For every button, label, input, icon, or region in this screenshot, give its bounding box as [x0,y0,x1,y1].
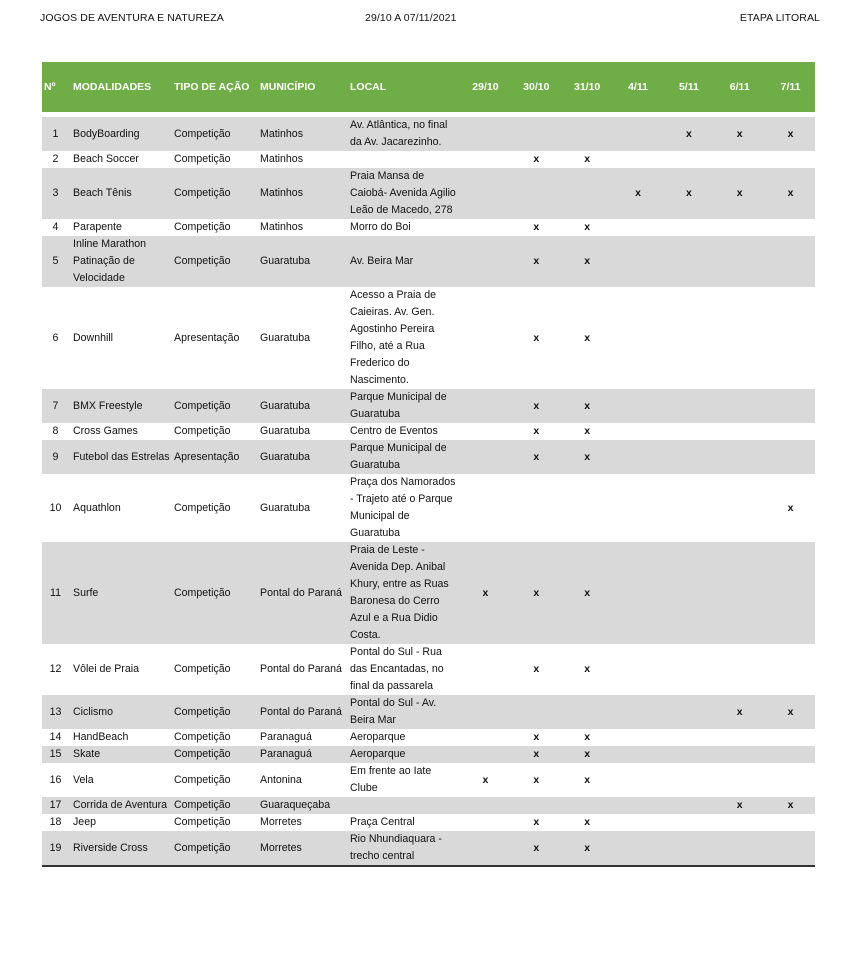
row-number: 16 [42,763,71,797]
day-mark [662,814,713,831]
row-municipio: Paranaguá [258,746,345,763]
day-mark: x [713,797,764,814]
day-mark: x [713,695,764,729]
row-number: 1 [42,117,71,151]
day-mark [764,151,815,168]
day-mark [612,389,663,423]
day-mark [459,151,510,168]
day-mark [612,814,663,831]
table-header-row [42,62,815,112]
day-mark: x [561,287,612,389]
day-mark [713,219,764,236]
row-tipo-acao: Competição [172,168,258,219]
row-local [345,151,459,168]
row-municipio: Morretes [258,831,345,866]
day-mark [662,746,713,763]
day-mark [662,729,713,746]
row-modalidade: Riverside Cross [71,831,172,866]
day-mark: x [510,287,561,389]
table-row [42,423,815,440]
day-mark: x [561,389,612,423]
row-number: 4 [42,219,71,236]
table-row [42,644,815,695]
day-mark [662,542,713,644]
row-municipio: Guaratuba [258,287,345,389]
row-tipo-acao: Competição [172,236,258,287]
row-local: Praia Mansa de Caiobá- Avenida Agilio Leão de Macedo, 278 [345,168,459,219]
row-modalidade: Beach Tênis [71,168,172,219]
day-mark: x [713,117,764,151]
day-mark [612,117,663,151]
day-mark [612,423,663,440]
day-mark [764,389,815,423]
day-mark [662,423,713,440]
row-modalidade: Skate [71,746,172,763]
day-mark [713,474,764,542]
table-row [42,746,815,763]
day-mark [612,219,663,236]
day-mark [459,389,510,423]
day-mark [713,542,764,644]
row-number: 12 [42,644,71,695]
row-tipo-acao: Competição [172,695,258,729]
col-header-local: LOCAL [350,81,387,93]
row-municipio: Morretes [258,814,345,831]
row-number: 2 [42,151,71,168]
day-mark [662,474,713,542]
day-mark [459,117,510,151]
day-mark: x [561,236,612,287]
row-tipo-acao: Competição [172,474,258,542]
day-mark [459,695,510,729]
day-mark: x [764,474,815,542]
day-mark [612,287,663,389]
day-mark [459,168,510,219]
row-modalidade: Vela [71,763,172,797]
day-mark [713,814,764,831]
row-tipo-acao: Competição [172,729,258,746]
row-local: Aeroparque [345,746,459,763]
row-tipo-acao: Competição [172,389,258,423]
day-mark [713,287,764,389]
row-municipio: Guaratuba [258,423,345,440]
row-modalidade: BMX Freestyle [71,389,172,423]
row-tipo-acao: Competição [172,117,258,151]
day-mark [662,695,713,729]
day-mark [612,746,663,763]
row-number: 6 [42,287,71,389]
day-mark: x [612,168,663,219]
row-number: 3 [42,168,71,219]
day-mark [612,474,663,542]
col-header-day: 5/11 [678,81,699,93]
day-mark [662,219,713,236]
day-mark [561,168,612,219]
day-mark [561,797,612,814]
row-number: 8 [42,423,71,440]
day-mark [764,763,815,797]
day-mark [713,746,764,763]
day-mark [713,236,764,287]
day-mark [764,236,815,287]
day-mark [662,763,713,797]
day-mark: x [510,746,561,763]
day-mark [713,644,764,695]
row-modalidade: Downhill [71,287,172,389]
row-tipo-acao: Competição [172,423,258,440]
table-row [42,151,815,168]
day-mark: x [510,542,561,644]
day-mark [612,729,663,746]
day-mark: x [510,151,561,168]
row-tipo-acao: Competição [172,814,258,831]
row-number: 14 [42,729,71,746]
day-mark: x [510,219,561,236]
day-mark [764,542,815,644]
day-mark: x [561,644,612,695]
day-mark [612,831,663,866]
table-row [42,814,815,831]
row-number: 7 [42,389,71,423]
day-mark [612,542,663,644]
col-header-num: Nº [44,81,56,93]
row-municipio: Pontal do Paraná [258,695,345,729]
row-number: 13 [42,695,71,729]
col-header-day: 29/10 [472,81,499,93]
day-mark [459,287,510,389]
row-local: Parque Municipal de Guaratuba [345,440,459,474]
table-row [42,219,815,236]
day-mark [662,389,713,423]
row-municipio: Guaratuba [258,236,345,287]
day-mark: x [662,168,713,219]
day-mark [612,236,663,287]
table-row [42,763,815,797]
day-mark [612,763,663,797]
day-mark [713,151,764,168]
row-modalidade: Surfe [71,542,172,644]
col-header-day: 7/11 [780,81,801,93]
day-mark: x [459,763,510,797]
row-local: Em frente ao Iate Clube [345,763,459,797]
day-mark: x [561,423,612,440]
schedule-table [42,62,815,867]
row-municipio: Paranaguá [258,729,345,746]
row-local: Parque Municipal de Guaratuba [345,389,459,423]
col-header-day: 6/11 [729,81,750,93]
day-mark [459,814,510,831]
day-mark [764,814,815,831]
day-mark [459,797,510,814]
row-municipio: Guaratuba [258,389,345,423]
day-mark: x [561,219,612,236]
day-mark: x [764,695,815,729]
row-tipo-acao: Competição [172,151,258,168]
day-mark [713,389,764,423]
day-mark: x [510,763,561,797]
col-header-modalidade: MODALIDADES [73,81,152,93]
row-modalidade: Ciclismo [71,695,172,729]
row-number: 19 [42,831,71,866]
row-modalidade: Jeep [71,814,172,831]
col-header-tipo: TIPO DE AÇÃO [174,81,250,93]
day-mark [713,763,764,797]
day-mark: x [510,423,561,440]
day-mark [612,151,663,168]
day-mark [713,423,764,440]
day-mark [764,644,815,695]
day-mark [662,440,713,474]
row-modalidade: Parapente [71,219,172,236]
row-municipio: Matinhos [258,151,345,168]
row-municipio: Guaratuba [258,440,345,474]
row-number: 9 [42,440,71,474]
day-mark: x [561,763,612,797]
day-mark [612,644,663,695]
table-row [42,117,815,151]
day-mark [764,440,815,474]
day-mark [764,219,815,236]
row-local: Praia de Leste - Avenida Dep. Anibal Khury, entre as Ruas Baronesa do Cerro Azul e a Rua Didio Costa. [345,542,459,644]
row-number: 17 [42,797,71,814]
row-modalidade: Cross Games [71,423,172,440]
row-municipio: Guaratuba [258,474,345,542]
row-number: 11 [42,542,71,644]
day-mark [764,423,815,440]
row-modalidade: Aquathlon [71,474,172,542]
day-mark: x [764,797,815,814]
day-mark [764,746,815,763]
day-mark: x [764,117,815,151]
document-title: JOGOS DE AVENTURA E NATUREZA [40,12,224,24]
day-mark: x [713,168,764,219]
row-municipio: Matinhos [258,117,345,151]
table-row [42,831,815,866]
col-header-day: 30/10 [523,81,550,93]
day-mark [510,474,561,542]
day-mark [764,287,815,389]
day-mark [459,644,510,695]
day-mark [662,797,713,814]
day-mark [459,236,510,287]
row-local: Aeroparque [345,729,459,746]
col-header-day: 4/11 [628,81,648,93]
row-local: Av. Beira Mar [345,236,459,287]
table-row [42,542,815,644]
row-local [345,797,459,814]
day-mark [662,151,713,168]
day-mark [459,219,510,236]
day-mark [612,440,663,474]
day-mark: x [561,729,612,746]
table-row [42,474,815,542]
table-row [42,797,815,814]
row-modalidade: Vôlei de Praia [71,644,172,695]
day-mark [612,797,663,814]
day-mark [459,746,510,763]
day-mark: x [561,746,612,763]
event-dates: 29/10 A 07/11/2021 [365,12,457,24]
day-mark [510,695,561,729]
table-row [42,695,815,729]
table-row [42,389,815,423]
row-local: Rio Nhundiaquara - trecho central [345,831,459,866]
row-number: 5 [42,236,71,287]
row-tipo-acao: Competição [172,219,258,236]
day-mark: x [510,729,561,746]
day-mark: x [561,151,612,168]
day-mark: x [510,814,561,831]
day-mark [459,831,510,866]
day-mark: x [510,389,561,423]
day-mark: x [510,440,561,474]
day-mark [561,117,612,151]
day-mark [459,729,510,746]
row-tipo-acao: Competição [172,763,258,797]
row-modalidade: BodyBoarding [71,117,172,151]
day-mark [510,117,561,151]
day-mark [561,474,612,542]
day-mark [459,440,510,474]
day-mark [713,831,764,866]
day-mark: x [561,440,612,474]
row-modalidade: Inline Marathon Patinação de Velocidade [71,236,172,287]
day-mark: x [510,831,561,866]
row-number: 15 [42,746,71,763]
row-modalidade: HandBeach [71,729,172,746]
row-local: Pontal do Sul - Rua das Encantadas, no final da passarela [345,644,459,695]
row-tipo-acao: Competição [172,644,258,695]
day-mark [713,729,764,746]
day-mark: x [764,168,815,219]
row-municipio: Guaraqueçaba [258,797,345,814]
row-local: Morro do Boi [345,219,459,236]
day-mark [764,729,815,746]
row-local: Acesso a Praia de Caieiras. Av. Gen. Agostinho Pereira Filho, até a Rua Frederico do Nascimento. [345,287,459,389]
table-row [42,168,815,219]
row-municipio: Matinhos [258,168,345,219]
row-tipo-acao: Competição [172,831,258,866]
day-mark [764,831,815,866]
day-mark [662,287,713,389]
col-header-municipio: MUNICÍPIO [260,81,316,93]
row-local: Pontal do Sul - Av. Beira Mar [345,695,459,729]
day-mark: x [662,117,713,151]
row-local: Centro de Eventos [345,423,459,440]
row-local: Praça Central [345,814,459,831]
col-header-day: 31/10 [574,81,601,93]
row-tipo-acao: Competição [172,746,258,763]
row-municipio: Matinhos [258,219,345,236]
day-mark [459,474,510,542]
row-municipio: Pontal do Paraná [258,644,345,695]
day-mark: x [510,236,561,287]
row-number: 18 [42,814,71,831]
row-number: 10 [42,474,71,542]
row-modalidade: Futebol das Estrelas [71,440,172,474]
row-local: Praça dos Namorados - Trajeto até o Parque Municipal de Guaratuba [345,474,459,542]
table-row [42,440,815,474]
row-tipo-acao: Competição [172,542,258,644]
day-mark: x [510,644,561,695]
day-mark [662,644,713,695]
day-mark [713,440,764,474]
row-tipo-acao: Competição [172,797,258,814]
day-mark [662,236,713,287]
row-modalidade: Beach Soccer [71,151,172,168]
table-row [42,287,815,389]
day-mark [510,797,561,814]
day-mark [459,423,510,440]
row-municipio: Pontal do Paraná [258,542,345,644]
day-mark: x [459,542,510,644]
day-mark [561,695,612,729]
row-municipio: Antonina [258,763,345,797]
row-tipo-acao: Apresentação [172,287,258,389]
row-local: Av. Atlântica, no final da Av. Jacarezinho. [345,117,459,151]
day-mark [510,168,561,219]
table-row [42,236,815,287]
day-mark [662,831,713,866]
row-tipo-acao: Apresentação [172,440,258,474]
stage-name: ETAPA LITORAL [739,12,820,24]
day-mark: x [561,814,612,831]
day-mark: x [561,831,612,866]
day-mark [612,695,663,729]
table-row [42,729,815,746]
day-mark: x [561,542,612,644]
row-modalidade: Corrida de Aventura [71,797,172,814]
